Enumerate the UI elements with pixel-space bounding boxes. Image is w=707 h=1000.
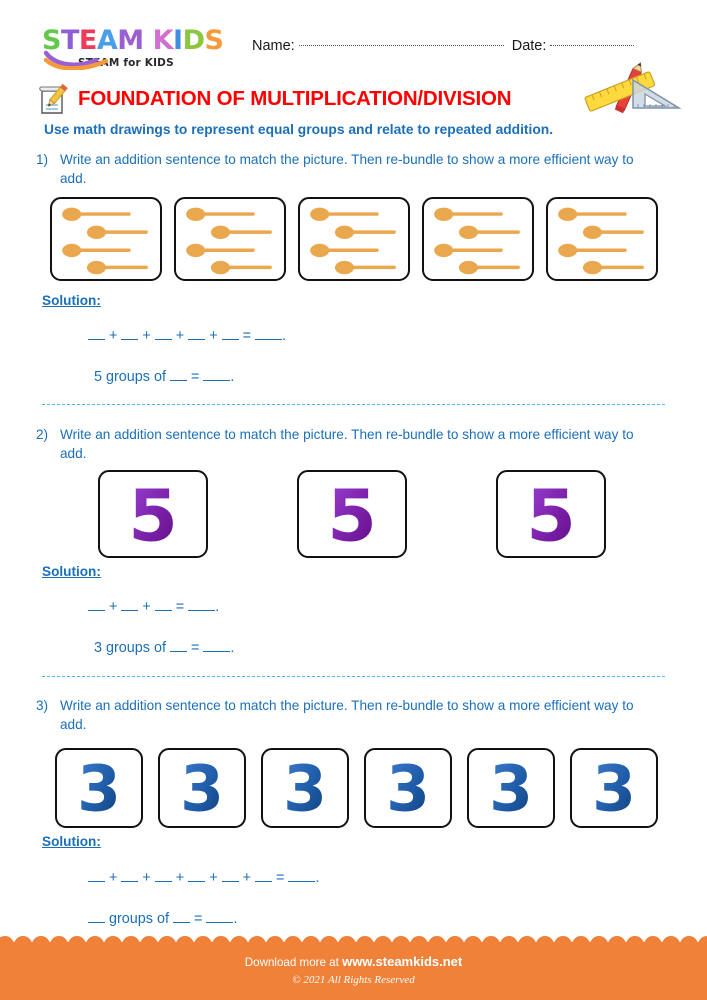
digit-card [158,748,246,828]
question-2-groups-text: 3 groups of [94,640,167,656]
date-input-line[interactable] [550,45,634,46]
footer-copyright: © 2021 All Rights Reserved [292,974,415,986]
blank-field[interactable] [121,610,138,611]
digit-5-icon [519,478,583,550]
question-2-groups-sentence[interactable]: 3 groups of = . [94,640,235,656]
blank-field[interactable] [155,881,172,882]
name-input-line[interactable] [299,45,504,46]
blank-field[interactable] [170,380,187,381]
logo-letter: K [152,25,174,56]
question-2-text [36,425,656,464]
blank-field[interactable] [155,610,172,611]
spoon-group-box [50,197,162,281]
question-1-addition-sentence[interactable]: + + + + = . [88,328,286,344]
name-label: Name: [252,38,295,54]
question-3-addition-sentence[interactable]: + + + + + = . [88,870,319,886]
four-spoons-icon [176,199,284,279]
digit-card [570,748,658,828]
question-3-prompt: Write an addition sentence to match the picture. Then re-bundle to show a more efficient way to add. [60,698,634,733]
question-1-groups-sentence[interactable]: 5 groups of = . [94,369,235,385]
digit-3-glyph: 3 [77,756,121,820]
date-label: Date: [511,38,547,54]
blank-field[interactable] [88,922,105,923]
blank-field[interactable] [288,881,315,882]
blank-field[interactable] [255,881,272,882]
logo-letter: E [78,25,97,56]
question-2-picture-row [98,470,606,558]
question-3-number: 3) [36,698,49,713]
digit-3-icon [587,756,641,820]
digit-card [467,748,555,828]
logo-wordmark [42,27,232,54]
scallop-edge-icon [0,933,707,945]
logo-letter: I [173,25,183,56]
notepad-pencil-icon [36,83,70,115]
digit-card [297,470,407,558]
four-spoons-icon [300,199,408,279]
digit-3-icon [175,756,229,820]
digit-3-icon [484,756,538,820]
question-2-number: 2) [36,427,49,442]
logo-letter: T [60,25,79,56]
blank-field[interactable] [121,881,138,882]
question-1-number: 1) [36,152,49,167]
blank-field[interactable] [255,339,282,340]
blank-field[interactable] [188,610,215,611]
digit-5-glyph: 5 [327,478,377,550]
question-1-solution-label: Solution: [42,293,101,308]
logo-letter: S [204,25,224,56]
blank-field[interactable] [188,339,205,340]
logo-letter: D [182,25,205,56]
logo-letter: A [96,25,118,56]
digit-card [55,748,143,828]
logo-letter: M [117,25,144,56]
page-footer [0,942,707,1000]
blank-field[interactable] [222,881,239,882]
digit-card [364,748,452,828]
digit-card [261,748,349,828]
digit-3-glyph: 3 [283,756,327,820]
section-divider [42,676,665,677]
page-title: FOUNDATION OF MULTIPLICATION/DIVISION [78,87,512,110]
digit-3-icon [278,756,332,820]
question-3-groups-sentence[interactable]: groups of = . [88,911,237,927]
question-2-solution-label: Solution: [42,564,101,579]
question-1-groups-text: 5 groups of [94,369,167,385]
blank-field[interactable] [206,922,233,923]
question-3-groups-text: groups of [109,911,170,927]
question-1-picture-row [50,197,658,281]
blank-field[interactable] [121,339,138,340]
digit-5-glyph: 5 [526,478,576,550]
question-1-text [36,150,656,189]
logo-letter: S [42,25,61,56]
four-spoons-icon [548,199,656,279]
footer-text-block [0,954,707,986]
digit-3-glyph: 3 [489,756,533,820]
question-1-prompt: Write an addition sentence to match the picture. Then re-bundle to show a more efficient way to add. [60,152,634,187]
brand-logo [42,27,232,69]
four-spoons-icon [424,199,532,279]
blank-field[interactable] [203,651,230,652]
question-3-picture-row [55,748,658,828]
spoon-group-box [546,197,658,281]
digit-5-icon [121,478,185,550]
four-spoons-icon [52,199,160,279]
question-3-solution-label: Solution: [42,834,101,849]
question-2-addition-sentence[interactable]: + + = . [88,599,219,615]
digit-5-icon [320,478,384,550]
blank-field[interactable] [173,922,190,923]
blank-field[interactable] [203,380,230,381]
spoon-group-box [174,197,286,281]
blank-field[interactable] [88,339,105,340]
spoon-group-box [422,197,534,281]
blank-field[interactable] [222,339,239,340]
section-divider [42,404,665,405]
digit-card [98,470,208,558]
footer-download-label: Download more at [244,956,339,969]
digit-3-glyph: 3 [592,756,636,820]
spoon-group-box [298,197,410,281]
blank-field[interactable] [188,881,205,882]
footer-download-line [0,954,707,969]
digit-5-glyph: 5 [128,478,178,550]
digit-3-icon [72,756,126,820]
blank-field[interactable] [170,651,187,652]
digit-card [496,470,606,558]
worksheet-subtitle: Use math drawings to represent equal groups and relate to repeated addition. [44,122,554,137]
worksheet-title-row [36,82,676,116]
logo-tagline: STEAM for KIDS [78,57,174,69]
digit-3-glyph: 3 [386,756,430,820]
digit-3-icon [381,756,435,820]
question-2-prompt: Write an addition sentence to match the picture. Then re-bundle to show a more efficient way to add. [60,427,634,462]
footer-site-link[interactable]: www.steamkids.net [342,954,463,969]
question-3-text [36,696,656,735]
blank-field[interactable] [155,339,172,340]
name-date-row [252,38,634,54]
digit-3-glyph: 3 [180,756,224,820]
blank-field[interactable] [88,881,105,882]
blank-field[interactable] [88,610,105,611]
